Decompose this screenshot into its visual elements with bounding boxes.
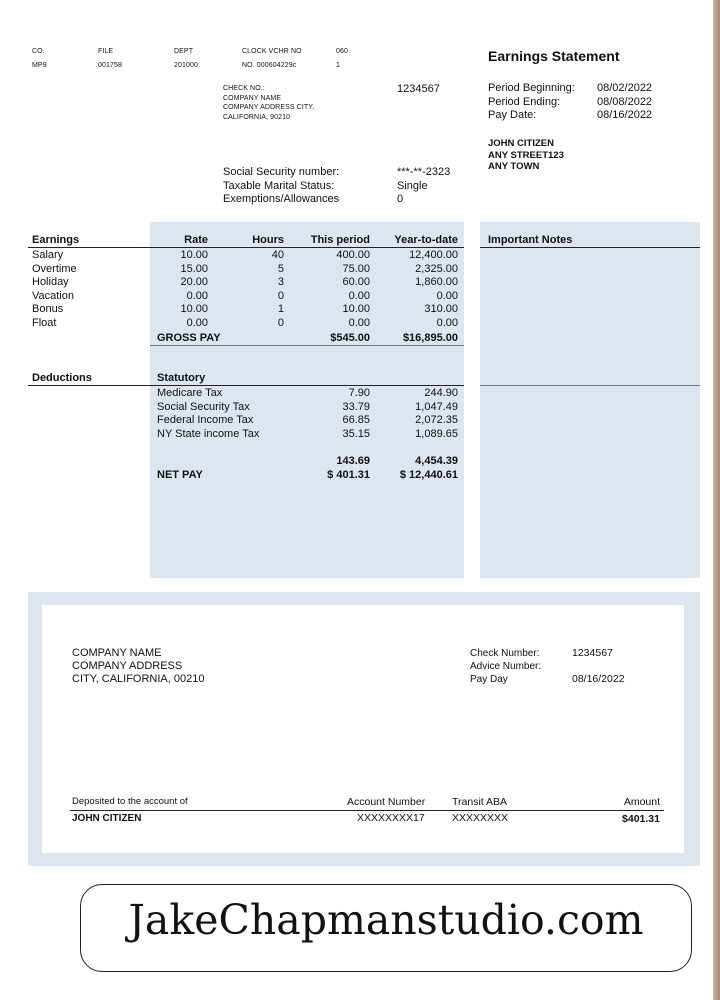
employee-name: JOHN CITIZEN (488, 138, 554, 149)
gross-pay-ytd: $16,895.00 (402, 332, 458, 344)
earning-hours: 0 (277, 289, 284, 302)
earnings-header-rule (28, 247, 464, 248)
period-labels (488, 82, 575, 123)
deduction-ytd: 2,072.35 (415, 414, 458, 426)
deductions-header-rule (28, 385, 464, 386)
marital-label: Taxable Marital Status: (223, 179, 335, 192)
hours-header: Hours (252, 234, 284, 246)
earning-period: 75.00 (342, 262, 370, 275)
this-period-header: This period (310, 234, 370, 246)
earning-name: Float (32, 316, 57, 329)
earning-ytd: 12,400.00 (409, 249, 458, 261)
pay-date-label: Pay Date: (488, 109, 537, 121)
earnings-row (32, 263, 462, 277)
advice-info-labels (470, 647, 541, 686)
employee-street: ANY STREET123 (488, 149, 564, 161)
earning-rate: 10.00 (180, 249, 208, 261)
payer-street: COMPANY ADDRESS (72, 660, 183, 672)
earnings-row (32, 249, 462, 263)
advice-info-values (572, 647, 625, 686)
notes-mid-rule (480, 385, 700, 386)
deposit-rule (70, 810, 664, 811)
gross-pay-label: GROSS PAY (157, 332, 221, 344)
earning-name: Vacation (32, 289, 74, 302)
advice-number-label: Advice Number: (470, 661, 542, 672)
net-pay-period: $ 401.31 (327, 469, 370, 481)
deduction-row (157, 401, 459, 415)
rate-header: Rate (184, 234, 208, 246)
earning-hours: 3 (277, 276, 284, 288)
ytd-header: Year-to-date (394, 234, 458, 246)
tax-info-labels (223, 166, 339, 207)
earning-name: Bonus (32, 303, 64, 315)
ssn-value: ***-**-2323 (397, 166, 451, 178)
earnings-row (32, 290, 462, 304)
code-060: 060 (336, 48, 348, 55)
file-label: FILE (98, 48, 114, 55)
pay-day-value: 08/16/2022 (572, 673, 625, 685)
deduction-period: 66.85 (342, 414, 370, 426)
payer-name: COMPANY NAME (72, 647, 162, 659)
statutory-label: Statutory (157, 372, 206, 384)
notes-header-rule (480, 247, 700, 248)
employee-town: ANY TOWN (488, 161, 540, 172)
exemptions-value: 0 (397, 193, 404, 205)
check-number-value: 1234567 (572, 647, 613, 659)
clock-label: CLOCK VCHR NO (242, 48, 302, 55)
dept-label: DEPT (174, 48, 194, 55)
earnings-row (32, 303, 462, 317)
ssn-label: Social Security number: (223, 166, 340, 178)
net-pay-label: NET PAY (157, 469, 203, 481)
deduction-row (157, 414, 459, 428)
dept-value: 201000 (174, 62, 198, 69)
earning-period: 400.00 (336, 249, 370, 261)
payee-name: JOHN CITIZEN (72, 813, 142, 824)
check-number: 1234567 (397, 83, 440, 95)
earnings-rows (32, 249, 462, 330)
check-line: COMPANY NAME (223, 94, 282, 102)
earning-rate: 10.00 (180, 303, 208, 315)
watermark-text: JakeChapmanstudio.com (128, 896, 644, 944)
co-value: MP9 (32, 62, 47, 69)
deduction-name: Social Security Tax (157, 400, 250, 413)
code-1: 1 (336, 62, 340, 69)
advice-number-value (572, 660, 625, 673)
amount-label: Amount (623, 796, 660, 808)
page-edge (713, 0, 720, 1000)
deductions-total-period: 143.69 (336, 455, 370, 467)
file-value: 001758 (98, 62, 122, 69)
earning-rate: 20.00 (180, 276, 208, 288)
marital-value: Single (397, 179, 428, 192)
payer-city: CITY, CALIFORNIA, 00210 (72, 673, 205, 685)
earning-period: 0.00 (348, 289, 370, 302)
earning-name: Overtime (32, 262, 77, 275)
co-label: CO. (32, 48, 45, 55)
check-number-label: Check Number: (470, 648, 540, 659)
earning-ytd: 2,325.00 (415, 262, 458, 275)
deduction-name: Federal Income Tax (157, 414, 254, 426)
employee-address (488, 138, 564, 173)
earning-rate: 0.00 (186, 289, 208, 302)
deduction-period: 35.15 (342, 427, 370, 440)
exemptions-label: Exemptions/Allowances (223, 193, 340, 205)
deduction-row (157, 428, 459, 442)
earning-name: Holiday (32, 276, 69, 288)
deduction-ytd: 1,047.49 (415, 400, 458, 413)
earning-hours: 5 (277, 262, 284, 275)
notes-panel (480, 222, 700, 578)
account-number-label: Account Number (347, 796, 426, 808)
deduction-name: NY State income Tax (157, 427, 260, 440)
period-begin-label: Period Beginning: (488, 82, 575, 94)
tax-info-values (397, 166, 450, 207)
deposited-label: Deposited to the account of (72, 796, 188, 807)
pay-date-value: 08/16/2022 (597, 109, 653, 121)
earning-period: 10.00 (342, 303, 370, 315)
deductions-total-ytd: 4,454.39 (415, 455, 458, 467)
check-info (223, 84, 314, 122)
payer-address (72, 647, 204, 686)
deduction-ytd: 1,089.65 (415, 427, 458, 440)
deduction-period: 7.90 (348, 387, 370, 399)
gross-pay-period: $545.00 (330, 332, 370, 344)
deduction-ytd: 244.90 (424, 387, 458, 399)
gross-rule (150, 345, 464, 346)
deductions-section-label: Deductions (32, 372, 92, 384)
earning-ytd: 310.00 (424, 303, 458, 315)
earnings-row (32, 276, 462, 290)
earnings-row (32, 317, 462, 331)
deduction-name: Medicare Tax (157, 387, 223, 399)
account-number-value: XXXXXXXX17 (357, 812, 425, 824)
check-line: COMPANY ADDRESS CITY, (223, 104, 315, 111)
earning-rate: 0.00 (186, 316, 208, 329)
deduction-rows (157, 387, 459, 441)
period-end-value: 08/08/2022 (597, 95, 653, 108)
earning-period: 0.00 (348, 316, 370, 329)
earning-name: Salary (32, 249, 64, 261)
earning-hours: 0 (277, 316, 284, 329)
net-pay-ytd: $ 12,440.61 (399, 469, 458, 481)
transit-aba-label: Transit ABA (452, 796, 508, 808)
statement-title: Earnings Statement (488, 48, 620, 64)
clock-value: NO. 000604229c (242, 62, 297, 69)
check-line: CALIFORNIA, 90210 (223, 113, 291, 121)
earning-ytd: 0.00 (436, 316, 458, 329)
period-begin-value: 08/02/2022 (597, 82, 653, 94)
earning-rate: 15.00 (180, 262, 208, 275)
earning-ytd: 0.00 (436, 289, 458, 302)
important-notes-title: Important Notes (488, 234, 573, 246)
earning-hours: 1 (277, 303, 284, 315)
period-end-label: Period Ending: (488, 95, 561, 108)
check-line: CHECK NO.: (223, 85, 265, 92)
pay-day-label: Pay Day (470, 674, 508, 685)
earnings-section-label: Earnings (32, 234, 80, 246)
deduction-row (157, 387, 459, 401)
transit-aba-value: XXXXXXXX (452, 812, 509, 824)
earning-period: 60.00 (342, 276, 370, 288)
period-values (597, 82, 652, 123)
earning-hours: 40 (271, 249, 284, 261)
amount-value: $401.31 (622, 813, 660, 825)
deduction-period: 33.79 (342, 400, 370, 413)
earning-ytd: 1,860.00 (415, 276, 458, 288)
